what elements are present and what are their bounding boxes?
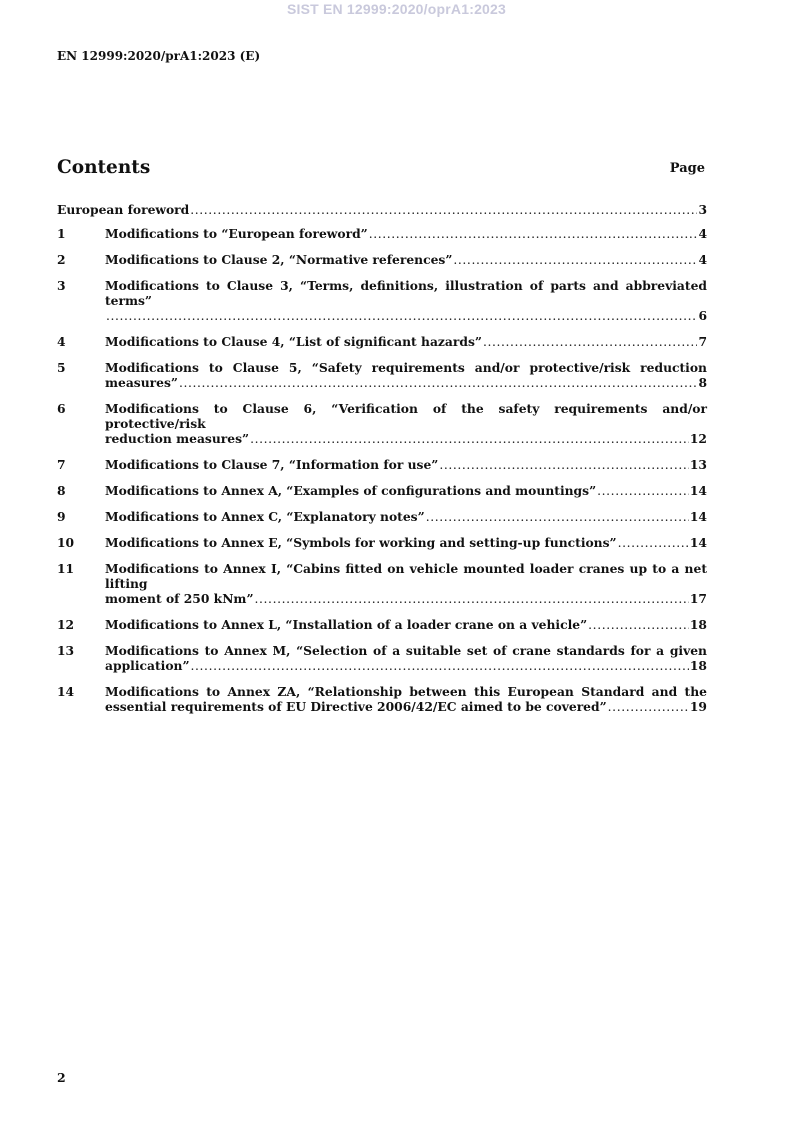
toc-entry-number: 8 — [57, 483, 66, 498]
toc-entry-title: Modifications to Annex A, “Examples of configurations and mountings” — [105, 483, 597, 498]
toc-entry-title-line-1: Modifications to Clause 5, “Safety requirements and/or protective/risk reduction — [105, 360, 707, 375]
toc-entry-page: 12 — [689, 431, 707, 446]
dot-leader — [426, 510, 689, 525]
toc-entry-number: 3 — [57, 278, 66, 293]
dot-leader — [588, 618, 689, 633]
toc-entry-number: 13 — [57, 643, 75, 658]
dot-leader — [483, 335, 698, 350]
toc-entry-number: 7 — [57, 457, 66, 472]
toc-entry-8[interactable] — [57, 483, 707, 499]
toc-entry-13[interactable] — [57, 643, 707, 674]
dot-leader — [597, 484, 689, 499]
toc-entry-title: Modifications to Clause 4, “List of significant hazards” — [105, 334, 482, 349]
toc-entry-title-line-1: Modifications to Clause 3, “Terms, definitions, illustration of parts and abbreviated terms” — [105, 278, 707, 308]
document-identifier: EN 12999:2020/prA1:2023 (E) — [57, 49, 261, 63]
toc-entry-2[interactable] — [57, 252, 707, 268]
toc-entry-9[interactable] — [57, 509, 707, 525]
dot-leader — [106, 309, 697, 324]
toc-entry-number: 5 — [57, 360, 66, 375]
toc-entry-page: 3 — [698, 202, 707, 217]
dot-leader — [439, 458, 689, 473]
toc-entry-title-line-2: essential requirements of EU Directive 2006/42/EC aimed to be covered” — [105, 699, 607, 714]
toc-entry-1[interactable] — [57, 226, 707, 242]
toc-entry-title: Modifications to Annex C, “Explanatory notes” — [105, 509, 425, 524]
toc-entry-number: 1 — [57, 226, 66, 241]
toc-entry-6[interactable] — [57, 401, 707, 447]
toc-entry-title: Modifications to Clause 7, “Information for use” — [105, 457, 439, 472]
dot-leader — [618, 536, 689, 551]
toc-entry-page: 8 — [698, 375, 707, 390]
toc-entry-page: 19 — [689, 699, 707, 714]
toc-entry-title-line-1: Modifications to Annex M, “Selection of a suitable set of crane standards for a given — [105, 643, 707, 658]
toc-entry-page: 18 — [689, 617, 707, 632]
toc-entry-title: European foreword — [57, 202, 190, 217]
toc-entry-title-line-2: moment of 250 kNm” — [105, 591, 254, 606]
toc-entry-3[interactable] — [57, 278, 707, 324]
toc-entry-title-line-1: Modifications to Clause 6, “Verification of the safety requirements and/or protective/risk — [105, 401, 707, 431]
toc-entry-page: 13 — [689, 457, 707, 472]
dot-leader — [190, 203, 697, 218]
toc-entry-page: 7 — [698, 334, 707, 349]
toc-entry-14[interactable] — [57, 684, 707, 715]
watermark: SIST EN 12999:2020/oprA1:2023 — [286, 1, 507, 17]
dot-leader — [250, 432, 689, 447]
toc-entry-number: 11 — [57, 561, 75, 576]
toc-entry-number: 6 — [57, 401, 66, 416]
page-number: 2 — [57, 1070, 66, 1085]
dot-leader — [369, 227, 698, 242]
contents-heading: Contents — [57, 157, 151, 178]
toc-entry-11[interactable] — [57, 561, 707, 607]
toc-entry-title-line-2: reduction measures” — [105, 431, 250, 446]
dot-leader — [179, 376, 697, 391]
toc-entry-title: Modifications to “European foreword” — [105, 226, 368, 241]
toc-entry-number: 10 — [57, 535, 75, 550]
toc-entry-foreword[interactable] — [57, 202, 707, 218]
toc-entry-title: Modifications to Clause 2, “Normative references” — [105, 252, 453, 267]
toc-entry-10[interactable] — [57, 535, 707, 551]
toc-entry-5[interactable] — [57, 360, 707, 391]
toc-entry-number: 9 — [57, 509, 66, 524]
dot-leader — [608, 700, 689, 715]
toc-entry-page: 4 — [698, 252, 707, 267]
toc-entry-7[interactable] — [57, 457, 707, 473]
toc-entry-title: Modifications to Annex E, “Symbols for working and setting-up functions” — [105, 535, 617, 550]
toc-entry-4[interactable] — [57, 334, 707, 350]
toc-entry-page: 18 — [689, 658, 707, 673]
toc-entry-page: 14 — [689, 535, 707, 550]
page-column-label: Page — [669, 161, 705, 176]
toc-entry-page: 14 — [689, 509, 707, 524]
toc-entry-number: 14 — [57, 684, 75, 699]
toc-entry-title-line-1: Modifications to Annex ZA, “Relationship between this European Standard and the — [105, 684, 707, 699]
toc-entry-number: 4 — [57, 334, 66, 349]
toc-entry-title-line-2: application” — [105, 658, 190, 673]
toc-entry-page: 14 — [689, 483, 707, 498]
toc-entry-12[interactable] — [57, 617, 707, 633]
toc-entry-title: Modifications to Annex L, “Installation of a loader crane on a vehicle” — [105, 617, 588, 632]
toc-entry-page: 6 — [698, 308, 707, 323]
toc-entry-page: 17 — [689, 591, 707, 606]
toc-entry-number: 2 — [57, 252, 66, 267]
toc-entry-number: 12 — [57, 617, 75, 632]
dot-leader — [453, 253, 697, 268]
dot-leader — [255, 592, 689, 607]
toc-entry-page: 4 — [698, 226, 707, 241]
toc-entry-title-line-2: measures” — [105, 375, 178, 390]
toc-entry-title-line-1: Modifications to Annex I, “Cabins fitted on vehicle mounted loader cranes up to a net lifting — [105, 561, 707, 591]
table-of-contents — [57, 202, 707, 725]
dot-leader — [191, 659, 689, 674]
